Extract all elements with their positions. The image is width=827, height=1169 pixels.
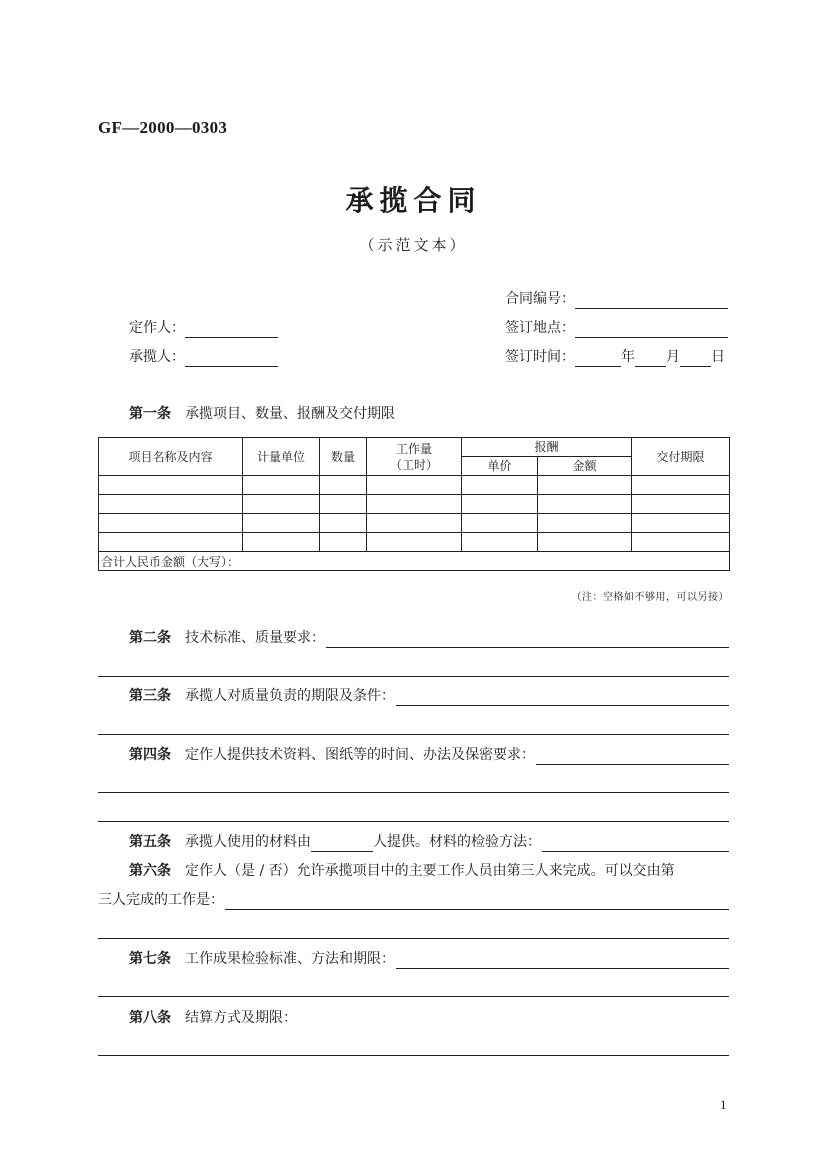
article-6-blank-line[interactable] — [98, 938, 729, 939]
document-title: 承揽合同 — [345, 184, 482, 217]
article-3-number: 第三条 — [129, 688, 171, 704]
material-provider-blank[interactable] — [311, 836, 373, 852]
document-subtitle: （示范文本） — [359, 236, 468, 254]
sign-year-blank[interactable] — [575, 351, 621, 367]
article-3-blank[interactable] — [396, 690, 729, 706]
year-label: 年 — [621, 349, 635, 365]
article-1-number: 第一条 — [129, 406, 171, 422]
article-6-cont-text: 三人完成的工作是： — [98, 892, 224, 908]
article-7 — [129, 949, 729, 969]
article-6-text: 定作人（是 / 否）允许承揽项目中的主要工作人员由第三人来完成。可以交由第 — [185, 863, 675, 879]
ordering-party-label: 定作人： — [129, 320, 185, 336]
article-1 — [129, 404, 395, 424]
header-payment: 报酬 — [462, 438, 632, 457]
table-row — [99, 514, 730, 533]
header-unit-price: 单价 — [462, 457, 538, 476]
article-6-continuation — [98, 890, 729, 910]
article-6-number: 第六条 — [129, 863, 171, 879]
ordering-party-field — [129, 318, 278, 338]
article-7-blank-line[interactable] — [98, 996, 729, 997]
article-6 — [129, 861, 675, 881]
header-quantity: 数量 — [320, 438, 367, 476]
ordering-party-blank[interactable] — [185, 322, 278, 338]
article-3-text: 承揽人对质量负责的期限及条件： — [185, 688, 395, 704]
header-item-name: 项目名称及内容 — [99, 438, 243, 476]
table-row — [99, 495, 730, 514]
article-4-text: 定作人提供技术资料、图纸等的时间、办法及保密要求： — [185, 747, 535, 763]
header-workload — [367, 438, 462, 476]
article-3-blank-line[interactable] — [98, 734, 729, 735]
header-workload-line2: （工时） — [389, 457, 438, 472]
article-7-blank[interactable] — [396, 953, 729, 969]
article-2-blank[interactable] — [326, 632, 729, 648]
table-row — [99, 533, 730, 552]
sign-place-blank[interactable] — [575, 322, 728, 338]
article-2-text: 技术标准、质量要求： — [185, 630, 325, 646]
day-label: 日 — [711, 349, 725, 365]
sign-place-field — [505, 318, 728, 338]
article-4-blank-line-2[interactable] — [98, 821, 729, 822]
contract-number-field — [505, 289, 728, 309]
sign-day-blank[interactable] — [680, 351, 711, 367]
page-number: 1 — [720, 1097, 727, 1112]
article-5-text-b: 人提供。材料的检验方法： — [373, 834, 541, 850]
article-3 — [129, 686, 729, 706]
article-4 — [129, 745, 729, 765]
article-5-blank[interactable] — [542, 836, 729, 852]
article-4-blank-line-1[interactable] — [98, 792, 729, 793]
article-2 — [129, 628, 729, 648]
article-2-blank-line[interactable] — [98, 676, 729, 677]
total-amount-label[interactable]: 合计人民币金额（大写）： — [99, 552, 730, 571]
sign-month-blank[interactable] — [635, 351, 666, 367]
contract-number-label: 合同编号： — [505, 291, 575, 307]
table-row — [99, 476, 730, 495]
article-1-text: 承揽项目、数量、报酬及交付期限 — [185, 406, 395, 422]
contractor-blank[interactable] — [185, 351, 278, 367]
sign-time-field — [505, 347, 725, 367]
sign-time-label: 签订时间： — [505, 349, 575, 365]
article-8-number: 第八条 — [129, 1010, 171, 1026]
article-6-blank[interactable] — [225, 894, 729, 910]
total-row — [99, 552, 730, 571]
table-note: （注：空格如不够用，可以另接） — [571, 592, 729, 603]
article-8-text: 结算方式及期限： — [185, 1010, 297, 1026]
contractor-label: 承揽人： — [129, 349, 185, 365]
items-table — [98, 437, 730, 571]
contract-number-blank[interactable] — [575, 293, 728, 309]
article-4-number: 第四条 — [129, 747, 171, 763]
article-5 — [129, 832, 729, 852]
header-unit: 计量单位 — [243, 438, 320, 476]
article-5-text-a: 承揽人使用的材料由 — [185, 834, 311, 850]
article-4-blank[interactable] — [536, 749, 729, 765]
article-5-number: 第五条 — [129, 834, 171, 850]
contractor-field — [129, 347, 278, 367]
header-amount: 金额 — [538, 457, 632, 476]
header-workload-line1: 工作量 — [395, 441, 432, 456]
article-8 — [129, 1008, 297, 1028]
article-7-number: 第七条 — [129, 951, 171, 967]
document-code: GF—2000—0303 — [98, 118, 228, 137]
article-8-blank-line[interactable] — [98, 1055, 729, 1056]
article-7-text: 工作成果检验标准、方法和期限： — [185, 951, 395, 967]
month-label: 月 — [666, 349, 680, 365]
article-2-number: 第二条 — [129, 630, 171, 646]
sign-place-label: 签订地点： — [505, 320, 575, 336]
header-deadline: 交付期限 — [632, 438, 730, 476]
